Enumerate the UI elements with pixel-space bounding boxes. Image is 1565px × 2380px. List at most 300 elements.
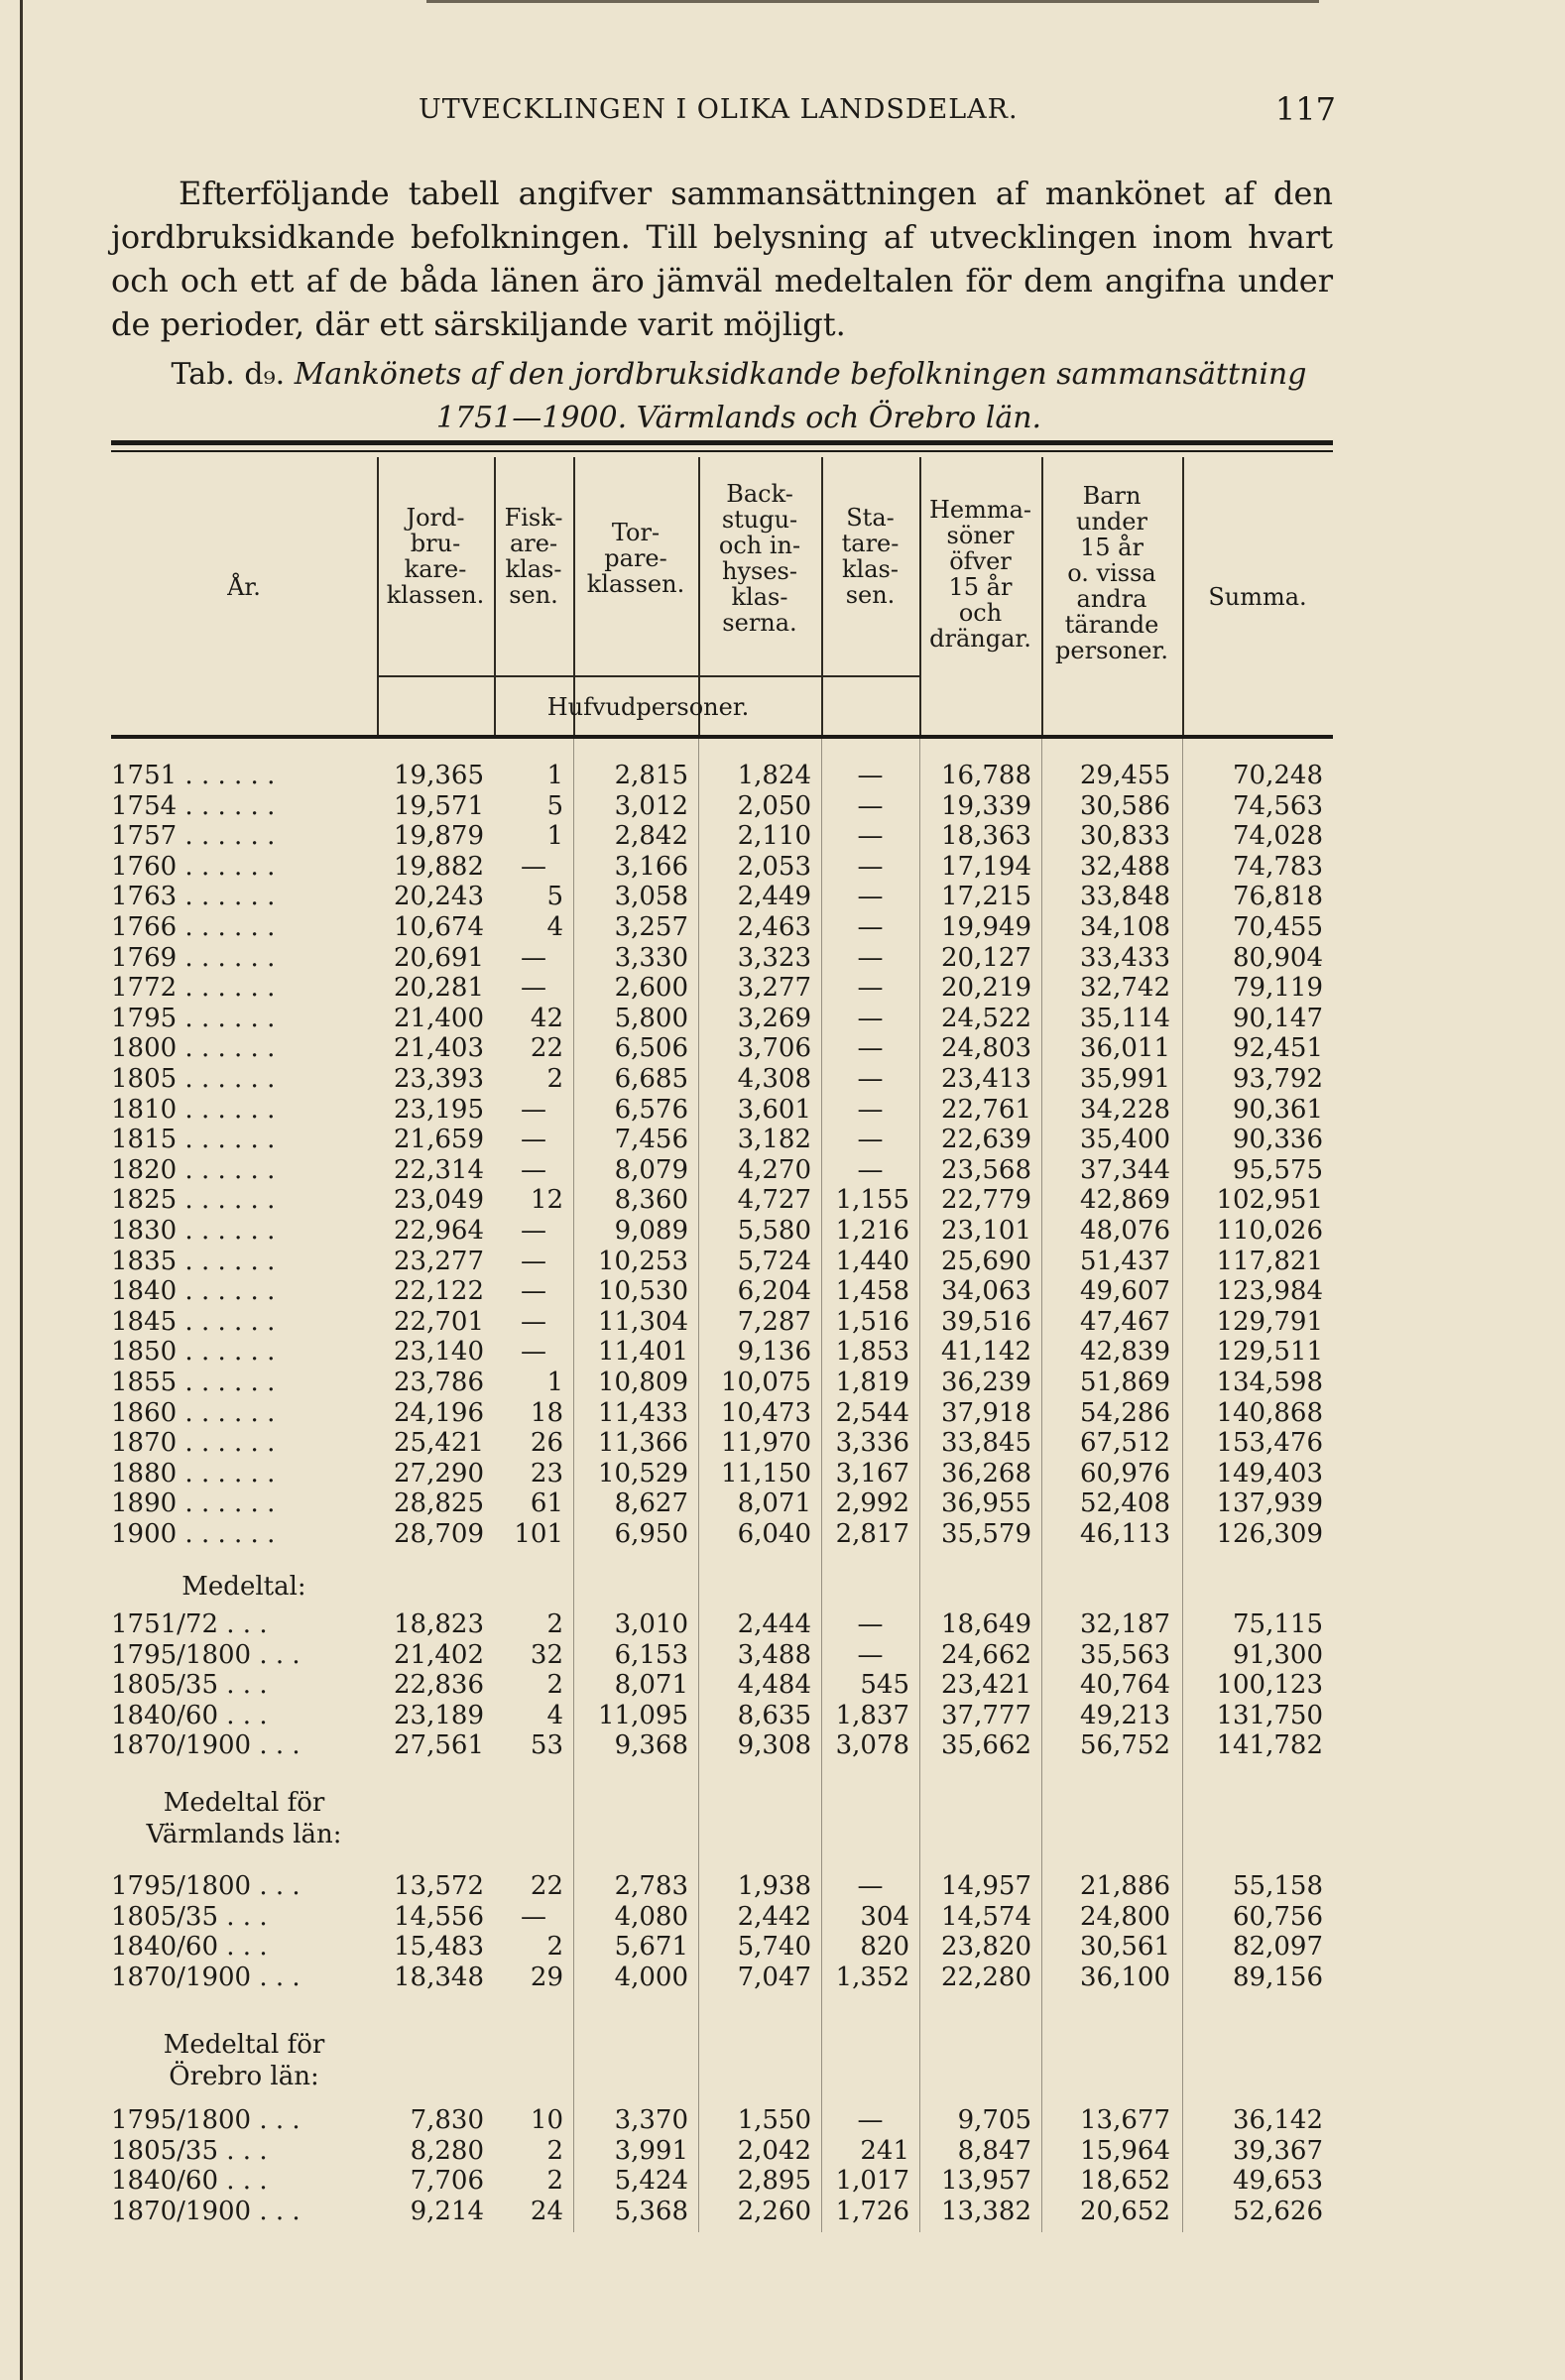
col-fiskare-value: — <box>521 851 546 882</box>
col-fiskare-value: — <box>521 1337 546 1368</box>
table-title-line2: 1751—1900. Värmlands och Örebro län. <box>435 401 1042 435</box>
table-row <box>111 852 1333 882</box>
col-torpare-value: 6,576 <box>614 1094 688 1125</box>
col-statare-value: 2,817 <box>835 1519 909 1549</box>
col-torpare-value: 11,095 <box>598 1700 688 1730</box>
col-summa-value: 102,951 <box>1216 1185 1323 1216</box>
col-barn-value: 35,400 <box>1080 1125 1170 1155</box>
col-statare-value: 1,837 <box>835 1700 909 1730</box>
table-row <box>111 1640 1333 1670</box>
col-backstugu-value: 2,050 <box>737 790 811 821</box>
col-backstugu-value: 4,270 <box>737 1154 811 1185</box>
row-year: 1800 . . . . . . <box>111 1033 276 1064</box>
col-barn-value: 18,652 <box>1080 2166 1170 2197</box>
table-row <box>111 1428 1333 1458</box>
col-jordbrukare-value: 28,709 <box>394 1519 484 1549</box>
col-torpare-value: 2,842 <box>614 821 688 852</box>
col-statare-value: 241 <box>860 2135 909 2166</box>
col-statare-value: — <box>857 973 884 1004</box>
col-statare-value: 1,726 <box>835 2196 909 2226</box>
col-backstugu-value: 3,488 <box>737 1639 811 1670</box>
col-backstugu-value: 5,580 <box>737 1216 811 1246</box>
col-fiskare-value: 2 <box>546 1064 563 1094</box>
row-year: 1805/35 . . . <box>111 2135 268 2166</box>
table-row <box>111 1670 1333 1700</box>
row-year: 1850 . . . . . . <box>111 1337 276 1368</box>
col-backstugu-value: 6,204 <box>737 1276 811 1307</box>
col-summa-value: 134,598 <box>1216 1368 1323 1397</box>
row-year: 1795/1800 . . . <box>111 1871 301 1901</box>
col-jordbrukare-value: 22,122 <box>394 1276 484 1307</box>
col-summa-value: 36,142 <box>1233 2105 1323 2135</box>
table-top-rule <box>111 450 1333 452</box>
col-summa-value: 70,455 <box>1233 912 1323 942</box>
col-statare-value: 1,155 <box>835 1185 909 1216</box>
col-torpare-value: 3,991 <box>614 2135 688 2166</box>
col-jordbrukare-value: 13,572 <box>394 1871 484 1901</box>
section-label-orebro: Örebro län: <box>169 2062 319 2091</box>
col-fiskare-value: — <box>521 973 546 1004</box>
col-torpare-value: 3,370 <box>614 2105 688 2135</box>
col-hemmasoner-value: 34,063 <box>941 1276 1031 1307</box>
col-barn-value: 56,752 <box>1080 1730 1170 1761</box>
col-barn-value: 36,011 <box>1080 1033 1170 1064</box>
col-summa-value: 60,756 <box>1233 1901 1323 1932</box>
col-summa-value: 74,563 <box>1233 790 1323 821</box>
col-jordbrukare-value: 19,879 <box>394 821 484 852</box>
table-row <box>111 1609 1333 1639</box>
col-hemmasoner-value: 14,574 <box>941 1901 1031 1932</box>
row-year: 1880 . . . . . . <box>111 1458 276 1488</box>
row-year: 1766 . . . . . . <box>111 912 276 942</box>
col-barn-value: 35,991 <box>1080 1064 1170 1094</box>
col-statare-value: — <box>857 1125 884 1155</box>
table-row <box>111 791 1333 821</box>
col-jordbrukare-value: 19,882 <box>394 851 484 882</box>
col-fiskare-value: 42 <box>530 1003 563 1033</box>
col-hemmasoner-value: 23,568 <box>941 1154 1031 1185</box>
col-summa-value: 82,097 <box>1233 1932 1323 1963</box>
table-row <box>111 1902 1333 1932</box>
col-fiskare-value: — <box>521 1154 546 1185</box>
row-year: 1769 . . . . . . <box>111 942 276 973</box>
col-fiskare-value: — <box>521 1125 546 1155</box>
col-jordbrukare-value: 7,830 <box>410 2105 484 2135</box>
col-summa-value: 90,361 <box>1233 1094 1323 1125</box>
col-backstugu-value: 11,150 <box>721 1458 811 1488</box>
col-torpare-value: 9,368 <box>614 1730 688 1761</box>
col-statare-value: 1,440 <box>835 1246 909 1276</box>
col-fiskare-value: 2 <box>546 2135 563 2166</box>
col-barn-value: 67,512 <box>1080 1428 1170 1459</box>
col-fiskare-value: 53 <box>530 1730 563 1761</box>
col-barn-value: 37,344 <box>1080 1154 1170 1185</box>
col-backstugu-value: 3,601 <box>737 1094 811 1125</box>
table-row <box>111 912 1333 942</box>
col-fiskare-value: — <box>521 1901 546 1932</box>
col-backstugu-value: 4,308 <box>737 1064 811 1094</box>
col-fiskare-value: — <box>521 1276 546 1307</box>
col-barn-value: 42,839 <box>1080 1337 1170 1368</box>
col-hemmasoner-value: 35,579 <box>941 1519 1031 1549</box>
col-hemmasoner-value: 36,268 <box>941 1458 1031 1488</box>
col-summa-value: 70,248 <box>1233 761 1323 790</box>
col-barn-value: 35,563 <box>1080 1639 1170 1670</box>
table-row <box>111 1033 1333 1063</box>
col-hemmasoner-value: 22,779 <box>941 1185 1031 1216</box>
col-summa-value: 100,123 <box>1216 1670 1323 1701</box>
table-row <box>111 1247 1333 1276</box>
col-statare-value: 1,017 <box>835 2166 909 2197</box>
col-fiskare-value: 22 <box>530 1033 563 1064</box>
col-hemmasoner-value: 20,219 <box>941 973 1031 1004</box>
col-torpare-value: 11,366 <box>598 1428 688 1459</box>
col-statare-value: — <box>857 1033 884 1064</box>
hufvudpersoner-rule <box>377 675 919 677</box>
statistics-table <box>111 440 1333 2230</box>
table-title-line1: Mankönets af den jordbruksidkande befolkningen sammansättning <box>294 357 1307 392</box>
col-torpare-value: 3,058 <box>614 882 688 912</box>
table-row <box>111 1932 1333 1962</box>
col-fiskare-value: 10 <box>530 2105 563 2135</box>
col-hemmasoner-value: 25,690 <box>941 1246 1031 1276</box>
col-barn-value: 51,869 <box>1080 1368 1170 1397</box>
row-year: 1820 . . . . . . <box>111 1154 276 1185</box>
col-jordbrukare-value: 21,659 <box>394 1125 484 1155</box>
intro-paragraph <box>111 172 1333 346</box>
row-year: 1840/60 . . . <box>111 1932 268 1963</box>
col-fiskare-value: 2 <box>546 1670 563 1701</box>
row-year: 1890 . . . . . . <box>111 1488 276 1519</box>
table-row <box>111 1185 1333 1215</box>
row-year: 1860 . . . . . . <box>111 1397 276 1428</box>
col-statare-value: — <box>857 1064 884 1094</box>
col-backstugu-value: 9,308 <box>737 1730 811 1761</box>
col-torpare-value: 3,010 <box>614 1609 688 1639</box>
col-fiskare-value: 26 <box>530 1428 563 1459</box>
col-summa-value: 137,939 <box>1216 1488 1323 1519</box>
col-summa-value: 80,904 <box>1233 942 1323 973</box>
col-fiskare-value: 101 <box>514 1519 563 1549</box>
col-statare-value: 304 <box>860 1901 909 1932</box>
table-row <box>111 973 1333 1003</box>
col-backstugu-value: 1,824 <box>737 761 811 790</box>
table-row <box>111 1216 1333 1246</box>
col-barn-value: 49,213 <box>1080 1700 1170 1730</box>
table-row <box>111 1155 1333 1185</box>
col-torpare-value: 6,153 <box>614 1639 688 1670</box>
col-summa-value: 49,653 <box>1233 2166 1323 2197</box>
col-backstugu-value: 2,260 <box>737 2196 811 2226</box>
table-caption <box>139 353 1339 440</box>
col-statare-value: — <box>857 1639 884 1670</box>
col-jordbrukare-value: 25,421 <box>394 1428 484 1459</box>
col-summa-value: 76,818 <box>1233 882 1323 912</box>
col-statare-value: 1,352 <box>835 1962 909 1992</box>
col-jordbrukare-header: Jord- bru- kare- klassen. <box>386 504 485 609</box>
col-backstugu-value: 10,473 <box>721 1397 811 1428</box>
col-backstugu-value: 2,449 <box>737 882 811 912</box>
col-statare-value: — <box>857 1003 884 1033</box>
col-summa-value: 95,575 <box>1233 1154 1323 1185</box>
col-barn-value: 33,433 <box>1080 942 1170 973</box>
col-torpare-value: 11,433 <box>598 1397 688 1428</box>
col-barn-value: 13,677 <box>1080 2105 1170 2135</box>
table-row <box>111 1519 1333 1549</box>
col-hemmasoner-value: 18,649 <box>941 1609 1031 1639</box>
col-barn-value: 60,976 <box>1080 1458 1170 1488</box>
col-torpare-value: 8,627 <box>614 1488 688 1519</box>
col-jordbrukare-value: 18,823 <box>394 1609 484 1639</box>
hufvudpersoner-label: Hufvudpersoner. <box>546 693 750 721</box>
col-backstugu-value: 9,136 <box>737 1337 811 1368</box>
col-summa-value: 126,309 <box>1216 1519 1323 1549</box>
col-torpare-value: 5,800 <box>614 1003 688 1033</box>
col-fiskare-value: — <box>521 1246 546 1276</box>
col-fiskare-value: 4 <box>546 912 563 942</box>
col-statare-header: Sta- tare- klas- sen. <box>841 504 900 609</box>
col-torpare-value: 3,257 <box>614 912 688 942</box>
col-backstugu-value: 1,938 <box>737 1871 811 1901</box>
col-summa-value: 90,147 <box>1233 1003 1323 1033</box>
col-hemmasoner-value: 16,788 <box>941 761 1031 790</box>
row-year: 1900 . . . . . . <box>111 1519 276 1549</box>
col-statare-value: — <box>857 1154 884 1185</box>
col-fiskare-value: 23 <box>530 1458 563 1488</box>
col-barn-value: 48,076 <box>1080 1216 1170 1246</box>
col-summa-value: 74,783 <box>1233 851 1323 882</box>
row-year: 1810 . . . . . . <box>111 1094 276 1125</box>
row-year: 1805 . . . . . . <box>111 1064 276 1094</box>
row-year: 1845 . . . . . . <box>111 1306 276 1337</box>
col-statare-value: 3,167 <box>835 1458 909 1488</box>
col-jordbrukare-value: 23,786 <box>394 1368 484 1397</box>
col-torpare-value: 2,600 <box>614 973 688 1004</box>
col-barn-value: 47,467 <box>1080 1306 1170 1337</box>
col-backstugu-value: 11,970 <box>721 1428 811 1459</box>
col-barn-value: 42,869 <box>1080 1185 1170 1216</box>
col-hemmasoner-value: 37,918 <box>941 1397 1031 1428</box>
col-backstugu-value: 2,053 <box>737 851 811 882</box>
col-fiskare-value: 5 <box>546 790 563 821</box>
col-backstugu-value: 7,047 <box>737 1962 811 1992</box>
col-hemmasoner-value: 22,280 <box>941 1962 1031 1992</box>
col-torpare-value: 10,530 <box>598 1276 688 1307</box>
col-jordbrukare-value: 7,706 <box>410 2166 484 2197</box>
col-jordbrukare-value: 19,365 <box>394 761 484 790</box>
col-fiskare-value: 24 <box>530 2196 563 2226</box>
row-year: 1815 . . . . . . <box>111 1125 276 1155</box>
col-jordbrukare-value: 23,277 <box>394 1246 484 1276</box>
col-jordbrukare-value: 8,280 <box>410 2135 484 2166</box>
col-hemmasoner-value: 23,421 <box>941 1670 1031 1701</box>
col-summa-value: 39,367 <box>1233 2135 1323 2166</box>
col-fiskare-value: — <box>521 942 546 973</box>
col-fiskare-value: 2 <box>546 1932 563 1963</box>
table-row <box>111 1963 1333 1992</box>
col-torpare-value: 3,012 <box>614 790 688 821</box>
table-row <box>111 2166 1333 2196</box>
col-jordbrukare-value: 28,825 <box>394 1488 484 1519</box>
col-fiskare-value: 61 <box>530 1488 563 1519</box>
col-torpare-value: 8,079 <box>614 1154 688 1185</box>
col-statare-value: 1,216 <box>835 1216 909 1246</box>
col-barn-value: 46,113 <box>1080 1519 1170 1549</box>
table-row <box>111 1398 1333 1428</box>
col-backstugu-value: 6,040 <box>737 1519 811 1549</box>
col-barn-value: 20,652 <box>1080 2196 1170 2226</box>
col-statare-value: — <box>857 912 884 942</box>
top-rule <box>426 0 1319 3</box>
col-statare-value: 3,336 <box>835 1428 909 1459</box>
col-summa-value: 75,115 <box>1233 1609 1323 1639</box>
section-label-medeltal: Medeltal: <box>181 1572 306 1602</box>
row-year: 1751/72 . . . <box>111 1609 268 1639</box>
col-statare-value: — <box>857 761 884 790</box>
col-barn-value: 32,488 <box>1080 851 1170 882</box>
col-barn-value: 21,886 <box>1080 1871 1170 1901</box>
row-year: 1754 . . . . . . <box>111 790 276 821</box>
col-hemmasoner-value: 22,639 <box>941 1125 1031 1155</box>
table-row <box>111 1337 1333 1367</box>
table-row <box>111 1095 1333 1125</box>
col-fiskare-value: 1 <box>546 761 563 790</box>
col-summa-value: 74,028 <box>1233 821 1323 852</box>
col-jordbrukare-value: 23,393 <box>394 1064 484 1094</box>
col-statare-value: — <box>857 882 884 912</box>
col-hemmasoner-value: 23,101 <box>941 1216 1031 1246</box>
col-backstugu-value: 3,706 <box>737 1033 811 1064</box>
col-hemmasoner-value: 24,522 <box>941 1003 1031 1033</box>
col-barn-value: 32,742 <box>1080 973 1170 1004</box>
col-barn-value: 51,437 <box>1080 1246 1170 1276</box>
col-barn-value: 15,964 <box>1080 2135 1170 2166</box>
col-hemmasoner-value: 22,761 <box>941 1094 1031 1125</box>
col-hemmasoner-value: 23,413 <box>941 1064 1031 1094</box>
col-jordbrukare-value: 23,140 <box>394 1337 484 1368</box>
col-backstugu-value: 5,724 <box>737 1246 811 1276</box>
header-bottom-rule <box>111 735 1333 739</box>
row-year: 1835 . . . . . . <box>111 1246 276 1276</box>
col-hemmasoner-value: 24,803 <box>941 1033 1031 1064</box>
col-barn-value: 54,286 <box>1080 1397 1170 1428</box>
col-backstugu-value: 4,727 <box>737 1185 811 1216</box>
col-jordbrukare-value: 20,281 <box>394 973 484 1004</box>
col-torpare-value: 11,401 <box>598 1337 688 1368</box>
row-year: 1870/1900 . . . <box>111 1962 301 1992</box>
col-barn-value: 33,848 <box>1080 882 1170 912</box>
col-hemmasoner-value: 8,847 <box>957 2135 1031 2166</box>
col-fiskare-value: 2 <box>546 1609 563 1639</box>
table-row <box>111 882 1333 911</box>
col-fiskare-value: — <box>521 1306 546 1337</box>
col-barn-header: Barn under 15 år o. vissa andra tärande personer. <box>1055 482 1168 664</box>
col-jordbrukare-value: 23,189 <box>394 1700 484 1730</box>
col-jordbrukare-value: 22,836 <box>394 1670 484 1701</box>
col-barn-value: 40,764 <box>1080 1670 1170 1701</box>
col-summa-value: 129,791 <box>1216 1306 1323 1337</box>
col-hemmasoner-value: 36,239 <box>941 1368 1031 1397</box>
col-summa-value: 90,336 <box>1233 1125 1323 1155</box>
col-fiskare-value: 29 <box>530 1962 563 1992</box>
col-torpare-value: 4,080 <box>614 1901 688 1932</box>
col-barn-value: 30,833 <box>1080 821 1170 852</box>
col-hemmasoner-value: 36,955 <box>941 1488 1031 1519</box>
table-row <box>111 1004 1333 1033</box>
col-summa-value: 93,792 <box>1233 1064 1323 1094</box>
col-summa-header: Summa. <box>1208 583 1307 611</box>
col-hemmasoner-value: 39,516 <box>941 1306 1031 1337</box>
table-row <box>111 2136 1333 2166</box>
col-fiskare-value: 18 <box>530 1397 563 1428</box>
col-backstugu-value: 3,269 <box>737 1003 811 1033</box>
col-hemmasoner-value: 33,845 <box>941 1428 1031 1459</box>
col-fiskare-value: 5 <box>546 882 563 912</box>
col-jordbrukare-value: 24,196 <box>394 1397 484 1428</box>
col-torpare-value: 6,685 <box>614 1064 688 1094</box>
col-barn-value: 52,408 <box>1080 1488 1170 1519</box>
col-summa-value: 89,156 <box>1233 1962 1323 1992</box>
col-summa-value: 117,821 <box>1216 1246 1323 1276</box>
col-torpare-value: 3,166 <box>614 851 688 882</box>
col-torpare-value: 3,330 <box>614 942 688 973</box>
row-year: 1870 . . . . . . <box>111 1428 276 1459</box>
col-backstugu-header: Back- stugu- och in- hyses- klas- serna. <box>718 480 801 637</box>
col-backstugu-value: 2,442 <box>737 1901 811 1932</box>
table-row <box>111 1730 1333 1760</box>
table-row <box>111 943 1333 973</box>
col-jordbrukare-value: 10,674 <box>394 912 484 942</box>
table-row <box>111 1488 1333 1518</box>
col-jordbrukare-value: 15,483 <box>394 1932 484 1963</box>
col-summa-value: 91,300 <box>1233 1639 1323 1670</box>
col-barn-value: 35,114 <box>1080 1003 1170 1033</box>
row-year: 1840/60 . . . <box>111 2166 268 2197</box>
col-barn-value: 24,800 <box>1080 1901 1170 1932</box>
row-year: 1805/35 . . . <box>111 1901 268 1932</box>
col-jordbrukare-value: 21,400 <box>394 1003 484 1033</box>
row-year: 1763 . . . . . . <box>111 882 276 912</box>
col-hemmasoner-value: 9,705 <box>957 2105 1031 2135</box>
col-barn-value: 32,187 <box>1080 1609 1170 1639</box>
col-statare-value: — <box>857 1094 884 1125</box>
col-torpare-value: 4,000 <box>614 1962 688 1992</box>
col-fiskare-value: 4 <box>546 1700 563 1730</box>
col-jordbrukare-value: 20,243 <box>394 882 484 912</box>
col-statare-value: 1,516 <box>835 1306 909 1337</box>
col-barn-value: 49,607 <box>1080 1276 1170 1307</box>
col-fiskare-value: — <box>521 1094 546 1125</box>
col-jordbrukare-value: 23,195 <box>394 1094 484 1125</box>
col-hemmasoner-value: 13,957 <box>941 2166 1031 2197</box>
col-jordbrukare-value: 23,049 <box>394 1185 484 1216</box>
col-statare-value: — <box>857 1871 884 1901</box>
col-barn-value: 36,100 <box>1080 1962 1170 1992</box>
col-statare-value: — <box>857 942 884 973</box>
col-barn-value: 34,108 <box>1080 912 1170 942</box>
col-hemmasoner-value: 17,215 <box>941 882 1031 912</box>
col-jordbrukare-value: 19,571 <box>394 790 484 821</box>
col-torpare-value: 6,506 <box>614 1033 688 1064</box>
col-hemmasoner-value: 41,142 <box>941 1337 1031 1368</box>
col-jordbrukare-value: 9,214 <box>410 2196 484 2226</box>
running-title: UTVECKLINGEN I OLIKA LANDSDELAR. <box>419 94 1019 125</box>
col-hemmasoner-header: Hemma- söner öfver 15 år och drängar. <box>928 496 1032 653</box>
col-statare-value: — <box>857 821 884 852</box>
row-year: 1855 . . . . . . <box>111 1368 276 1397</box>
col-backstugu-value: 3,277 <box>737 973 811 1004</box>
row-year: 1825 . . . . . . <box>111 1185 276 1216</box>
